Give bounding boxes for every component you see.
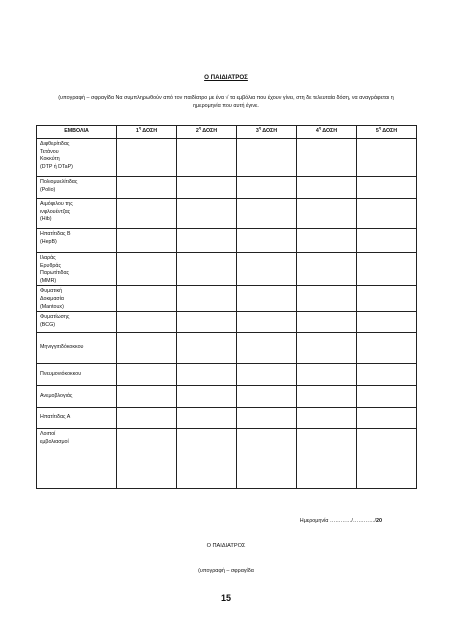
table-row	[37, 199, 417, 229]
table-row	[37, 386, 417, 408]
dose-cell[interactable]	[357, 429, 417, 489]
dose-cell[interactable]	[177, 139, 237, 177]
dose-cell[interactable]	[117, 229, 177, 253]
dose-cell[interactable]	[117, 312, 177, 333]
dose-cell[interactable]	[117, 139, 177, 177]
dose-cell[interactable]	[357, 229, 417, 253]
dose-cell[interactable]	[237, 253, 297, 286]
dose-cell[interactable]	[357, 177, 417, 199]
dose-cell[interactable]	[237, 429, 297, 489]
vaccine-name: Πολιομυελίτιδας (Polio)	[37, 177, 117, 199]
table-header-row	[37, 126, 417, 139]
dose-cell[interactable]	[297, 386, 357, 408]
pediatrician-label: Ο ΠΑΙΔΙΑΤΡΟΣ	[206, 543, 246, 549]
dose-cell[interactable]	[177, 364, 237, 386]
dose-number: 1	[135, 128, 139, 135]
table-row	[37, 333, 417, 364]
dose-cell[interactable]	[177, 333, 237, 364]
dose-cell[interactable]	[357, 199, 417, 229]
dose-cell[interactable]	[117, 408, 177, 429]
dose-cell[interactable]	[237, 139, 297, 177]
instructions-text: (υπογραφή – σφραγίδα Να συμπληρωθούν από τον παιδίατρο με ένα √ τα εμβόλια που έχουν γίνει, στη δε τελευταία δόση, να αναγράφεται η ημερομηνία που αυτή έγινε.	[58, 95, 394, 109]
dose-ordinal: η	[198, 126, 201, 131]
vaccine-name: Πνευμονιόκοκκου	[37, 364, 117, 386]
dose-cell[interactable]	[297, 364, 357, 386]
dose-cell[interactable]	[357, 364, 417, 386]
vaccine-name: Ηπατίτιδας Α	[37, 408, 117, 429]
vaccine-name: Αιμόφιλου της ινφλουέντζας (Hib)	[37, 199, 117, 229]
dose-number: 3	[255, 128, 259, 135]
date-line	[300, 518, 382, 524]
dose-cell[interactable]	[357, 286, 417, 312]
dose-number: 4	[315, 128, 319, 135]
dose-cell[interactable]	[237, 229, 297, 253]
dose-column-header	[117, 126, 177, 139]
dose-cell[interactable]	[297, 253, 357, 286]
table-row	[37, 253, 417, 286]
dose-cell[interactable]	[357, 408, 417, 429]
dose-cell[interactable]	[297, 312, 357, 333]
dose-cell[interactable]	[117, 199, 177, 229]
vaccine-name: Ιλαράς Ερυθράς Παρωτίτιδας (MMR)	[37, 253, 117, 286]
dose-cell[interactable]	[117, 429, 177, 489]
dose-cell[interactable]	[297, 408, 357, 429]
dose-label: ΔΟΣΗ	[321, 128, 338, 135]
dose-cell[interactable]	[357, 333, 417, 364]
table-row	[37, 429, 417, 489]
dose-label: ΔΟΣΗ	[141, 128, 158, 135]
dose-cell[interactable]	[297, 333, 357, 364]
table-row	[37, 286, 417, 312]
table-row	[37, 364, 417, 386]
signature-label: (υπογραφή – σφραγίδα	[198, 568, 254, 574]
dose-cell[interactable]	[237, 177, 297, 199]
vaccine-name: Ηπατίτιδας Β (HepB)	[37, 229, 117, 253]
table-row	[37, 229, 417, 253]
vaccine-name: Ανεμοβλογιάς	[37, 386, 117, 408]
dose-number: 5	[375, 128, 379, 135]
table-row	[37, 177, 417, 199]
page-title: Ο ΠΑΙΔΙΑΤΡΟΣ	[204, 74, 248, 81]
vaccine-column-header: ΕΜΒΟΛΙΑ	[37, 126, 117, 139]
dose-cell[interactable]	[357, 253, 417, 286]
dose-cell[interactable]	[177, 229, 237, 253]
page-number: 15	[220, 593, 231, 603]
dose-cell[interactable]	[237, 408, 297, 429]
dose-cell[interactable]	[117, 386, 177, 408]
vaccine-name: Φυματίωσης (BCG)	[37, 312, 117, 333]
vaccine-name: Λοιποί εμβολιασμοί	[37, 429, 117, 489]
dose-label: ΔΟΣΗ	[201, 128, 218, 135]
dose-cell[interactable]	[237, 286, 297, 312]
dose-cell[interactable]	[177, 286, 237, 312]
date-year: 20	[376, 518, 382, 524]
table-row	[37, 139, 417, 177]
vaccine-name: Μηνιγγιτιδόκοκκου	[37, 333, 117, 364]
dose-cell[interactable]	[237, 312, 297, 333]
dose-cell[interactable]	[297, 199, 357, 229]
dose-ordinal: η	[258, 126, 261, 131]
dose-cell[interactable]	[177, 408, 237, 429]
dose-cell[interactable]	[237, 199, 297, 229]
dose-cell[interactable]	[177, 253, 237, 286]
dose-cell[interactable]	[237, 364, 297, 386]
dose-cell[interactable]	[237, 386, 297, 408]
table-row	[37, 312, 417, 333]
table-row	[37, 408, 417, 429]
dose-label: ΔΟΣΗ	[261, 128, 278, 135]
dose-cell[interactable]	[177, 177, 237, 199]
dose-column-header	[177, 126, 237, 139]
dose-ordinal: η	[378, 126, 381, 131]
dose-number: 2	[195, 128, 199, 135]
dose-cell[interactable]	[117, 333, 177, 364]
dose-column-header	[357, 126, 417, 139]
dose-column-header	[237, 126, 297, 139]
dose-cell[interactable]	[177, 429, 237, 489]
vaccination-table	[36, 125, 417, 489]
dose-ordinal: η	[138, 126, 141, 131]
dose-cell[interactable]	[297, 286, 357, 312]
dose-cell[interactable]	[297, 139, 357, 177]
dose-cell[interactable]	[117, 253, 177, 286]
vaccine-name: Φυματική Δοκιμασία (Mantoux)	[37, 286, 117, 312]
dose-cell[interactable]	[117, 364, 177, 386]
dose-cell[interactable]	[297, 429, 357, 489]
dose-cell[interactable]	[357, 139, 417, 177]
dose-cell[interactable]	[237, 333, 297, 364]
dose-cell[interactable]	[117, 286, 177, 312]
dose-cell[interactable]	[357, 312, 417, 333]
dose-label: ΔΟΣΗ	[381, 128, 398, 135]
dose-cell[interactable]	[117, 177, 177, 199]
dose-cell[interactable]	[177, 199, 237, 229]
vaccine-name: Διφθερίτιδας Τετάνου Κοκκύτη (DTP ή DTaP)	[37, 139, 117, 177]
dose-cell[interactable]	[297, 177, 357, 199]
dose-ordinal: η	[318, 126, 321, 131]
dose-column-header	[297, 126, 357, 139]
dose-cell[interactable]	[357, 386, 417, 408]
dose-cell[interactable]	[297, 229, 357, 253]
dose-cell[interactable]	[177, 312, 237, 333]
dose-cell[interactable]	[177, 386, 237, 408]
date-label: Ημερομηνία …………/…………/	[299, 518, 376, 524]
